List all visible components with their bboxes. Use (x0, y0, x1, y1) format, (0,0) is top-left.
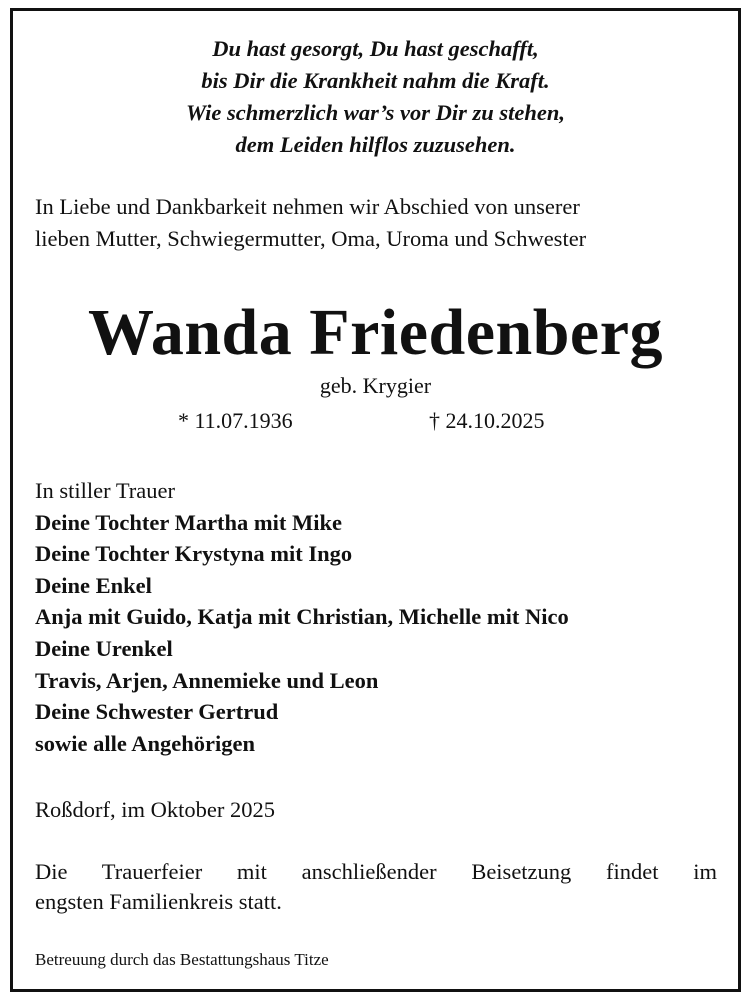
poem-line: dem Leiden hilflos zuzusehen. (235, 132, 516, 157)
poem (13, 33, 738, 161)
poem-line: Wie schmerzlich war’s vor Dir zu stehen, (186, 100, 565, 125)
deceased-name: Wanda Friedenberg (87, 296, 663, 369)
birth-date: 11.07.1936 (194, 408, 293, 433)
mourners-heading: In stiller Trauer (35, 478, 175, 503)
birth-name: geb. Krygier (319, 373, 432, 398)
intro-line: lieben Mutter, Schwiegermutter, Oma, Uroma und Schwester (35, 225, 587, 251)
place-date: Roßdorf, im Oktober 2025 (35, 797, 275, 822)
mourner-line: Deine Urenkel (35, 635, 173, 661)
mourner-line: Deine Tochter Martha mit Mike (35, 509, 343, 535)
cross-icon: † (429, 408, 440, 433)
service-notice (35, 857, 717, 917)
intro-text (35, 191, 720, 254)
undertaker-credit: Betreuung durch das Bestattungshaus Titze (35, 950, 329, 969)
mourner-line: Deine Enkel (35, 572, 152, 598)
intro-line: In Liebe und Dankbarkeit nehmen wir Abschied von unserer (35, 194, 580, 219)
death-date: 24.10.2025 (445, 408, 545, 433)
mourners-list (35, 475, 569, 759)
poem-line: Du hast gesorgt, Du hast geschafft, (212, 36, 539, 61)
mourner-line: Deine Schwester Gertrud (35, 699, 279, 725)
death-date-group (429, 406, 545, 436)
mourner-line: Anja mit Guido, Katja mit Christian, Michelle mit Nico (35, 604, 569, 630)
service-line: Die Trauerfeier mit anschließender Beisetzung findet im (35, 859, 717, 884)
poem-line: bis Dir die Krankheit nahm die Kraft. (201, 68, 550, 93)
obituary-frame (10, 8, 741, 992)
mourner-line: sowie alle Angehörigen (35, 730, 255, 756)
mourner-line: Travis, Arjen, Annemieke und Leon (35, 667, 379, 693)
birth-star-icon: * (178, 408, 189, 433)
service-line: engsten Familienkreis statt. (35, 889, 282, 914)
mourner-line: Deine Tochter Krystyna mit Ingo (35, 541, 353, 567)
birth-date-group (178, 406, 293, 436)
